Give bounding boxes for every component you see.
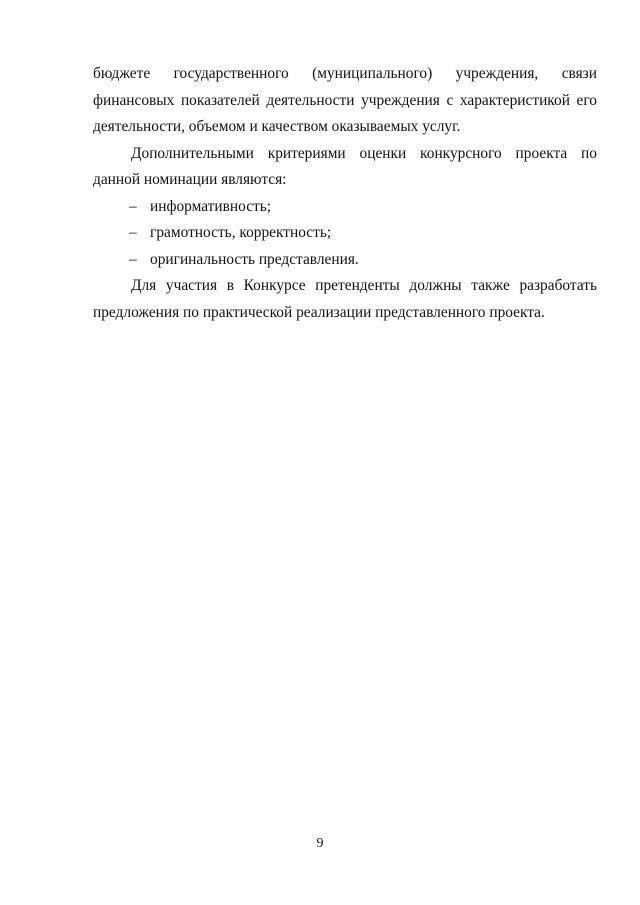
page-number: 9 bbox=[316, 836, 324, 851]
list-item bbox=[93, 247, 597, 274]
list-dash-marker: – bbox=[129, 224, 137, 241]
list-item-text: грамотность, корректность; bbox=[150, 224, 332, 241]
paragraph-participation: Для участия в Конкурсе претенденты должны также разработать предложения по практической реализации представленного проекта. bbox=[93, 277, 597, 321]
criteria-list bbox=[93, 194, 597, 274]
list-item-text: оригинальность представления. bbox=[150, 250, 359, 268]
list-dash-marker: – bbox=[129, 197, 137, 215]
list-item bbox=[93, 194, 597, 221]
paragraph-additional-criteria: Дополнительными критериями оценки конкурсного проекта по данной номинации являются: bbox=[93, 144, 597, 188]
document-body bbox=[93, 61, 597, 326]
paragraph-budget-continuation: бюджете государственного (муниципального) учреждения, связи финансовых показателей деятельности учреждения с характеристикой его деятельности, объемом и качеством оказываемых услуг. bbox=[93, 65, 597, 135]
list-dash-marker: – bbox=[129, 250, 137, 268]
list-item bbox=[93, 220, 597, 247]
list-item-text: информативность; bbox=[150, 197, 272, 215]
